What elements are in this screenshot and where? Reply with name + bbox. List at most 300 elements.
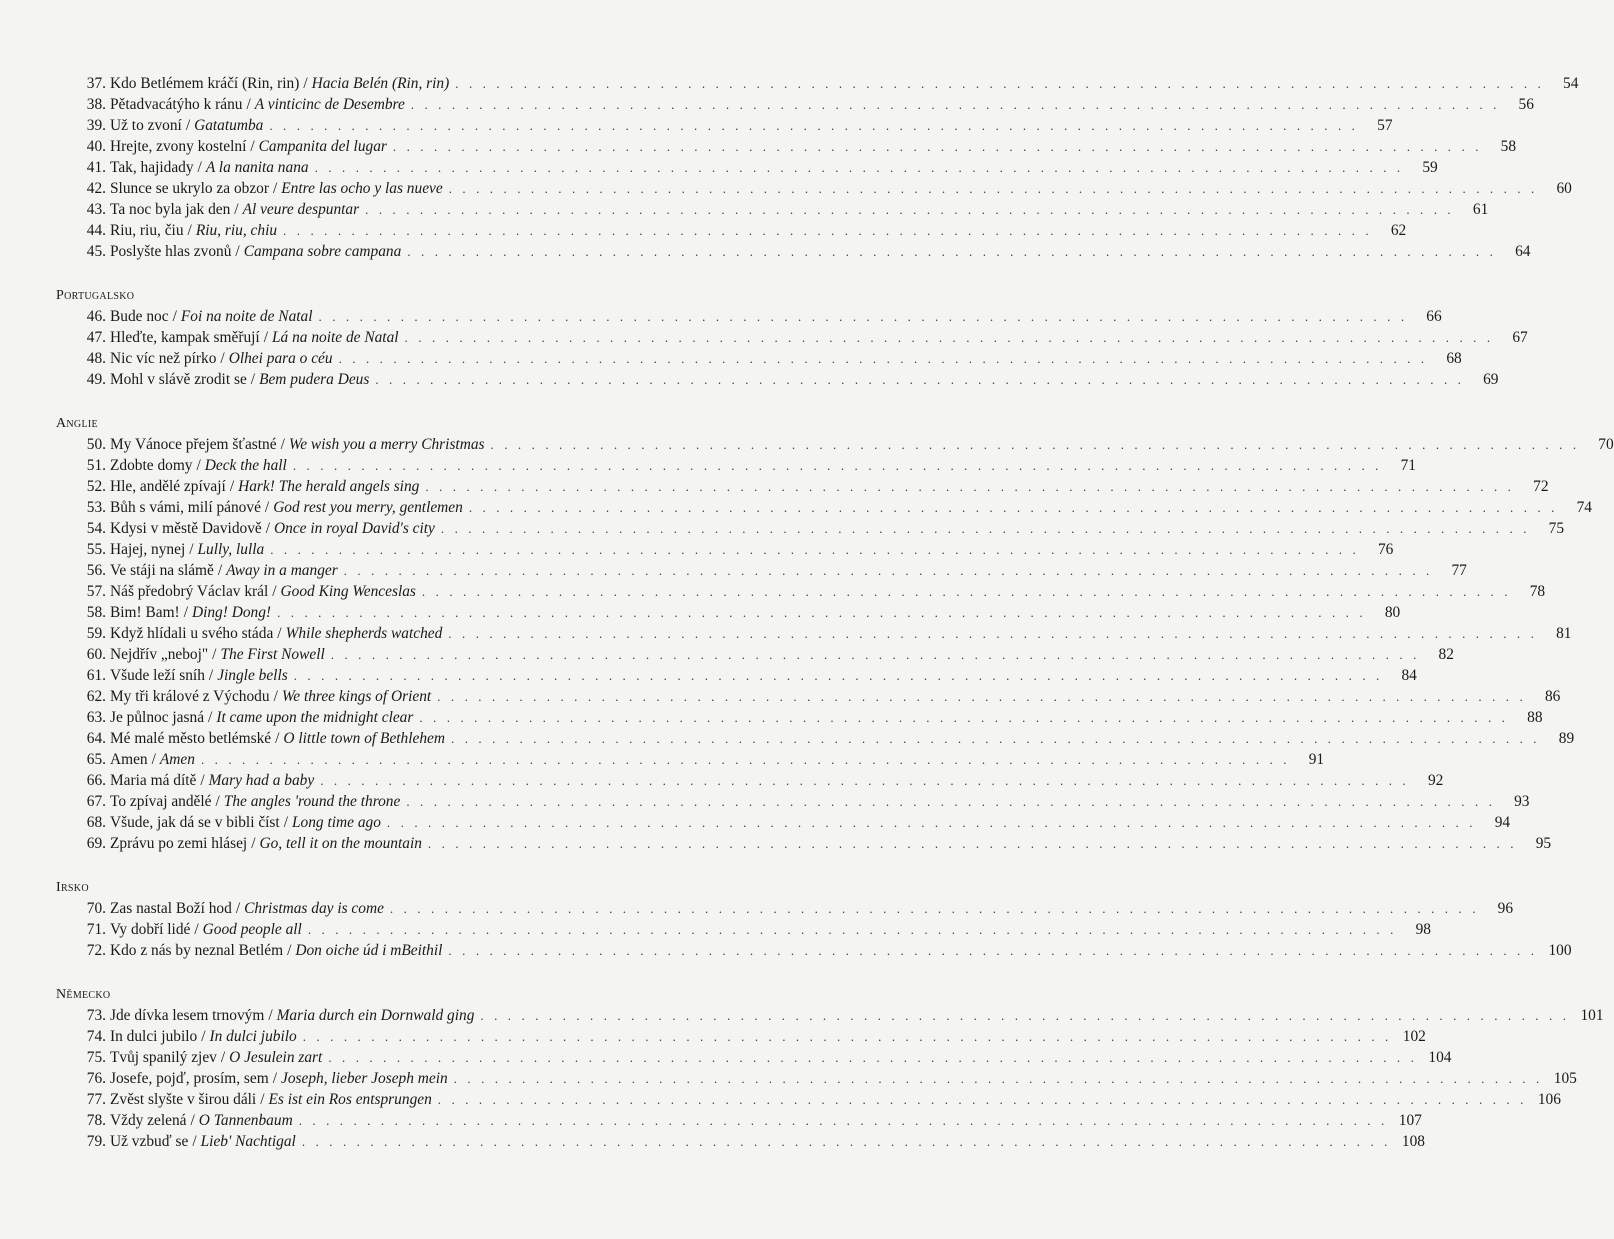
dot-leader: . . . . . . . . . . . . . . . . . . . . . . . . . . . . . . . . . . . . . . . . . . . . . . . . . . . . . . . . . . . . . . . . . . . . . . . . . . . . . . . . [269, 118, 1359, 133]
toc-entry [56, 306, 1442, 327]
page-number: 57 [1377, 117, 1393, 134]
original-title: A la nanita nana [205, 159, 309, 176]
title-separator: / [250, 138, 255, 155]
toc-entry [56, 157, 1438, 178]
toc-entry [56, 539, 1394, 560]
entry-number: 70. [86, 900, 106, 917]
entry-number: 43. [86, 201, 106, 218]
czech-title: Poslyšte hlas zvonů [110, 243, 232, 260]
toc-entry [56, 434, 1614, 455]
entry-number: 39. [86, 117, 106, 134]
page-number: 100 [1548, 942, 1572, 959]
title-separator: / [273, 180, 278, 197]
page-number: 64 [1515, 243, 1531, 260]
entry-number: 44. [86, 222, 106, 239]
original-title: Gatatumba [194, 117, 264, 134]
page-number: 67 [1512, 329, 1528, 346]
title-separator: / [268, 1007, 273, 1024]
czech-title: Nic víc než pírko [110, 350, 217, 367]
dot-leader: . . . . . . . . . . . . . . . . . . . . . . . . . . . . . . . . . . . . . . . . . . . . . . . . . . . . . . . . . . . . . . . . . . . . . . . . . . . . . . . . [407, 244, 1497, 259]
entry-number: 49. [86, 371, 106, 388]
czech-title: Zas nastal Boží hod [110, 900, 232, 917]
dot-leader: . . . . . . . . . . . . . . . . . . . . . . . . . . . . . . . . . . . . . . . . . . . . . . . . . . . . . . . . . . . . . . . . . . . . . . . . . . . . . . . . [392, 139, 1483, 154]
toc-entry [56, 602, 1401, 623]
toc-section [56, 285, 1528, 390]
page-number: 72 [1533, 478, 1549, 495]
entry-number: 58. [86, 604, 106, 621]
entry-number: 78. [86, 1112, 106, 1129]
toc-entry [56, 940, 1572, 961]
czech-title: Zvěst slyšte v širou dáli [110, 1091, 257, 1108]
title-separator: / [251, 835, 256, 852]
entry-number: 59. [86, 625, 106, 642]
entry-number: 75. [86, 1049, 106, 1066]
page-number: 77 [1451, 562, 1467, 579]
page-number: 75 [1548, 520, 1565, 537]
czech-title: Kdysi v městě Davidově [110, 520, 262, 537]
original-title: Ding! Dong! [191, 604, 272, 621]
toc-entry [56, 241, 1531, 262]
czech-title: Jde dívka lesem trnovým [110, 1007, 265, 1024]
title-separator: / [172, 308, 177, 325]
original-title: We wish you a merry Christmas [288, 436, 485, 453]
entry-number: 68. [86, 814, 106, 831]
czech-title: To zpívaj andělé [110, 793, 212, 810]
entry-number: 54. [86, 520, 106, 537]
entry-number: 48. [86, 350, 106, 367]
entry-number: 53. [86, 499, 106, 516]
czech-title: Bůh s vámi, milí pánové [110, 499, 261, 516]
czech-title: Bim! Bam! [110, 604, 180, 621]
dot-leader: . . . . . . . . . . . . . . . . . . . . . . . . . . . . . . . . . . . . . . . . . . . . . . . . . . . . . . . . . . . . . . . . . . . . . . . . . . . . . . . . [427, 836, 1518, 851]
toc-entry [56, 455, 1416, 476]
toc-section [56, 413, 1614, 854]
entry-number: 63. [86, 709, 106, 726]
page-number: 80 [1384, 604, 1401, 621]
title-separator: / [287, 942, 292, 959]
entry-number: 60. [86, 646, 106, 663]
czech-title: Když hlídali u svého stáda [110, 625, 274, 642]
dot-leader: . . . . . . . . . . . . . . . . . . . . . . . . . . . . . . . . . . . . . . . . . . . . . . . . . . . . . . . . . . . . . . . . . . . . . . . . . . . . . . . . [320, 773, 1410, 788]
dot-leader: . . . . . . . . . . . . . . . . . . . . . . . . . . . . . . . . . . . . . . . . . . . . . . . . . . . . . . . . . . . . . . . . . . . . . . . . . . . . . . . . [490, 437, 1580, 452]
czech-title: Slunce se ukrylo za obzor [110, 180, 269, 197]
entry-number: 72. [86, 942, 106, 959]
czech-title: My tři králové z Východu [110, 688, 270, 705]
original-title: Hark! The herald angels sing [238, 478, 420, 495]
original-title: Amen [159, 751, 195, 768]
original-title: The angles 'round the throne [223, 793, 401, 810]
toc-entry [56, 199, 1489, 220]
entry-number: 76. [86, 1070, 106, 1087]
title-separator: / [183, 604, 188, 621]
toc-entry [56, 833, 1552, 854]
toc-entry [56, 73, 1579, 94]
entry-number: 55. [86, 541, 106, 558]
toc-entry [56, 136, 1517, 157]
section-title: Anglie [56, 416, 98, 431]
czech-title: Bude noc [110, 308, 169, 325]
title-separator: / [246, 96, 251, 113]
czech-title: Zprávu po zemi hlásej [110, 835, 248, 852]
dot-leader: . . . . . . . . . . . . . . . . . . . . . . . . . . . . . . . . . . . . . . . . . . . . . . . . . . . . . . . . . . . . . . . . . . . . . . . . . . . . . . . . [292, 458, 1382, 473]
original-title: Bem pudera Deus [259, 371, 370, 388]
entry-number: 71. [86, 921, 106, 938]
czech-title: Amen [110, 751, 148, 768]
toc-entry [56, 749, 1325, 770]
toc-entry [56, 369, 1499, 390]
original-title: Campanita del lugar [258, 138, 387, 155]
entry-number: 41. [86, 159, 106, 176]
title-separator: / [260, 1091, 265, 1108]
toc-section [56, 73, 1579, 262]
title-separator: / [234, 201, 239, 218]
dot-leader: . . . . . . . . . . . . . . . . . . . . . . . . . . . . . . . . . . . . . . . . . . . . . . . . . . . . . . . . . . . . . . . . . . . . . . . . . . . . . . . . [277, 605, 1367, 620]
entry-number: 57. [86, 583, 106, 600]
czech-title: Ve stáji na slámě [110, 562, 214, 579]
original-title: Don oiche úd i mBeithil [295, 942, 443, 959]
page-number: 93 [1514, 793, 1530, 810]
entry-number: 62. [86, 688, 106, 705]
page-number: 69 [1483, 371, 1499, 388]
original-title: Deck the hall [204, 457, 287, 474]
dot-leader: . . . . . . . . . . . . . . . . . . . . . . . . . . . . . . . . . . . . . . . . . . . . . . . . . . . . . . . . . . . . . . . . . . . . . . . . . . . . . . . . [440, 521, 1531, 536]
title-separator: / [200, 772, 205, 789]
toc-entry [56, 919, 1431, 940]
title-separator: / [235, 900, 241, 917]
toc-entry [56, 728, 1575, 749]
toc-entry [56, 898, 1514, 919]
toc-entry [56, 623, 1572, 644]
dot-leader: . . . . . . . . . . . . . . . . . . . . . . . . . . . . . . . . . . . . . . . . . . . . . . . . . . . . . . . . . . . . . . . . . . . . . . . . . . . . . . . . [421, 584, 1512, 599]
czech-title: Všude leží sníh [110, 667, 205, 684]
dot-leader: . . . . . . . . . . . . . . . . . . . . . . . . . . . . . . . . . . . . . . . . . . . . . . . . . . . . . . . . . . . . . . . . . . . . . . . . . . . . . . . . [419, 710, 1509, 725]
table-of-contents [56, 73, 1614, 1152]
page-number: 58 [1500, 138, 1517, 155]
entry-number: 37. [86, 75, 106, 92]
entry-number: 67. [86, 793, 106, 810]
dot-leader: . . . . . . . . . . . . . . . . . . . . . . . . . . . . . . . . . . . . . . . . . . . . . . . . . . . . . . . . . . . . . . . . . . . . . . . . . . . . . . . . [448, 181, 1538, 196]
dot-leader: . . . . . . . . . . . . . . . . . . . . . . . . . . . . . . . . . . . . . . . . . . . . . . . . . . . . . . . . . . . . . . . . . . . . . . . . . . . . . . . . [365, 202, 1455, 217]
dot-leader: . . . . . . . . . . . . . . . . . . . . . . . . . . . . . . . . . . . . . . . . . . . . . . . . . . . . . . . . . . . . . . . . . . . . . . . . . . . . . . . . [406, 794, 1496, 809]
czech-title: Ta noc byla jak den [110, 201, 231, 218]
toc-entry [56, 1068, 1577, 1089]
original-title: Hacia Belén (Rin, rin) [311, 75, 450, 92]
original-title: Al veure despuntar [242, 201, 360, 218]
dot-leader: . . . . . . . . . . . . . . . . . . . . . . . . . . . . . . . . . . . . . . . . . . . . . . . . . . . . . . . . . . . . . . . . . . . . . . . . . . . . . . . . [270, 542, 1360, 557]
page-number: 71 [1400, 457, 1416, 474]
czech-title: Vždy zelená [110, 1112, 187, 1129]
title-separator: / [277, 625, 282, 642]
toc-entry [56, 518, 1565, 539]
page-number: 107 [1398, 1112, 1422, 1129]
page-number: 56 [1518, 96, 1534, 113]
entry-number: 69. [86, 835, 106, 852]
original-title: Good King Wenceslas [280, 583, 416, 600]
page-number: 78 [1529, 583, 1546, 600]
entry-number: 65. [86, 751, 106, 768]
toc-section [56, 984, 1604, 1152]
entry-number: 52. [86, 478, 106, 495]
original-title: The First Nowell [220, 646, 325, 663]
czech-title: Hle, andělé zpívají [110, 478, 226, 495]
original-title: Away in a manger [226, 562, 338, 579]
page-number: 91 [1308, 751, 1325, 768]
czech-title: Už to zvoní [110, 117, 182, 134]
page-number: 102 [1402, 1028, 1426, 1045]
dot-leader: . . . . . . . . . . . . . . . . . . . . . . . . . . . . . . . . . . . . . . . . . . . . . . . . . . . . . . . . . . . . . . . . . . . . . . . . . . . . . . . . [301, 1134, 1391, 1149]
page-number: 94 [1494, 814, 1511, 831]
original-title: Maria durch ein Dornwald ging [276, 1007, 475, 1024]
czech-title: Vy dobří lidé [110, 921, 191, 938]
page-number: 88 [1527, 709, 1543, 726]
title-separator: / [187, 222, 192, 239]
toc-entry [56, 1110, 1422, 1131]
title-separator: / [280, 436, 285, 453]
title-separator: / [197, 159, 202, 176]
dot-leader: . . . . . . . . . . . . . . . . . . . . . . . . . . . . . . . . . . . . . . . . . . . . . . . . . . . . . . . . . . . . . . . . . . . . . . . . . . . . . . . . [343, 563, 1433, 578]
toc-entry [56, 812, 1511, 833]
original-title: A vinticinc de Desembre [254, 96, 405, 113]
title-separator: / [212, 646, 217, 663]
title-separator: / [189, 541, 194, 558]
original-title: Lieb' Nachtigal [200, 1133, 296, 1150]
dot-leader: . . . . . . . . . . . . . . . . . . . . . . . . . . . . . . . . . . . . . . . . . . . . . . . . . . . . . . . . . . . . . . . . . . . . . . . . . . . . . . . . [404, 330, 1494, 345]
entry-number: 47. [86, 329, 106, 346]
czech-title: Riu, riu, čiu [110, 222, 184, 239]
czech-title: Nejdřív „neboj" [110, 646, 209, 663]
page-number: 86 [1544, 688, 1561, 705]
title-separator: / [264, 499, 270, 516]
dot-leader: . . . . . . . . . . . . . . . . . . . . . . . . . . . . . . . . . . . . . . . . . . . . . . . . . . . . . . . . . . . . . . . . . . . . . . . . . . . . . . . . [437, 1092, 1527, 1107]
original-title: Jingle bells [217, 667, 288, 684]
entry-number: 66. [86, 772, 106, 789]
toc-entry [56, 178, 1572, 199]
title-separator: / [273, 688, 278, 705]
original-title: Good people all [202, 921, 302, 938]
page-number: 81 [1556, 625, 1572, 642]
original-title: While shepherds watched [285, 625, 443, 642]
original-title: Lully, lulla [197, 541, 265, 558]
dot-leader: . . . . . . . . . . . . . . . . . . . . . . . . . . . . . . . . . . . . . . . . . . . . . . . . . . . . . . . . . . . . . . . . . . . . . . . . . . . . . . . . [389, 901, 1480, 916]
toc-entry [56, 1026, 1426, 1047]
dot-leader: . . . . . . . . . . . . . . . . . . . . . . . . . . . . . . . . . . . . . . . . . . . . . . . . . . . . . . . . . . . . . . . . . . . . . . . . . . . . . . . . [468, 500, 1558, 515]
czech-title: Mohl v slávě zrodit se [110, 371, 247, 388]
original-title: Mary had a baby [208, 772, 315, 789]
dot-leader: . . . . . . . . . . . . . . . . . . . . . . . . . . . . . . . . . . . . . . . . . . . . . . . . . . . . . . . . . . . . . . . . . . . . . . . . . . . . . . . . [437, 689, 1527, 704]
toc-section [56, 877, 1572, 961]
page-number: 96 [1497, 900, 1514, 917]
entry-number: 77. [86, 1091, 106, 1108]
title-separator: / [283, 814, 288, 831]
page-number: 105 [1553, 1070, 1577, 1087]
entry-number: 56. [86, 562, 106, 579]
czech-title: Kdo z nás by neznal Betlém [110, 942, 284, 959]
toc-entry [56, 476, 1549, 497]
entry-number: 64. [86, 730, 106, 747]
czech-title: Zdobte domy [110, 457, 193, 474]
title-separator: / [275, 730, 280, 747]
czech-title: Tak, hajidady [110, 159, 194, 176]
original-title: Joseph, lieber Joseph mein [281, 1070, 448, 1087]
toc-entry [56, 220, 1407, 241]
title-separator: / [220, 350, 225, 367]
page-number: 98 [1415, 921, 1431, 938]
original-title: It came upon the midnight clear [216, 709, 414, 726]
toc-entry [56, 94, 1534, 115]
section-title: Portugalsko [56, 288, 135, 303]
page-number: 92 [1427, 772, 1444, 789]
page-number: 89 [1558, 730, 1575, 747]
original-title: In dulci jubilo [209, 1028, 297, 1045]
dot-leader: . . . . . . . . . . . . . . . . . . . . . . . . . . . . . . . . . . . . . . . . . . . . . . . . . . . . . . . . . . . . . . . . . . . . . . . . . . . . . . . . [453, 1071, 1543, 1086]
dot-leader: . . . . . . . . . . . . . . . . . . . . . . . . . . . . . . . . . . . . . . . . . . . . . . . . . . . . . . . . . . . . . . . . . . . . . . . . . . . . . . . . [338, 351, 1428, 366]
original-title: Riu, riu, chiu [195, 222, 278, 239]
page-number: 60 [1556, 180, 1572, 197]
dot-leader: . . . . . . . . . . . . . . . . . . . . . . . . . . . . . . . . . . . . . . . . . . . . . . . . . . . . . . . . . . . . . . . . . . . . . . . . . . . . . . . . [448, 943, 1538, 958]
entry-number: 73. [86, 1007, 106, 1024]
czech-title: Hleďte, kampak směřují [110, 329, 260, 346]
dot-leader: . . . . . . . . . . . . . . . . . . . . . . . . . . . . . . . . . . . . . . . . . . . . . . . . . . . . . . . . . . . . . . . . . . . . . . . . . . . . . . . . [375, 372, 1465, 387]
czech-title: Je půlnoc jasná [110, 709, 205, 726]
page-number: 106 [1537, 1091, 1561, 1108]
toc-entry [56, 1089, 1561, 1110]
dot-leader: . . . . . . . . . . . . . . . . . . . . . . . . . . . . . . . . . . . . . . . . . . . . . . . . . . . . . . . . . . . . . . . . . . . . . . . . . . . . . . . . [330, 647, 1420, 662]
page-number: 101 [1580, 1007, 1604, 1024]
original-title: Olhei para o céu [228, 350, 333, 367]
toc-entry [56, 770, 1444, 791]
toc-entry [56, 707, 1543, 728]
title-separator: / [263, 329, 268, 346]
dot-leader: . . . . . . . . . . . . . . . . . . . . . . . . . . . . . . . . . . . . . . . . . . . . . . . . . . . . . . . . . . . . . . . . . . . . . . . . . . . . . . . . [480, 1008, 1570, 1023]
original-title: O little town of Bethlehem [283, 730, 445, 747]
dot-leader: . . . . . . . . . . . . . . . . . . . . . . . . . . . . . . . . . . . . . . . . . . . . . . . . . . . . . . . . . . . . . . . . . . . . . . . . . . . . . . . . [302, 1029, 1392, 1044]
toc-entry [56, 644, 1454, 665]
dot-leader: . . . . . . . . . . . . . . . . . . . . . . . . . . . . . . . . . . . . . . . . . . . . . . . . . . . . . . . . . . . . . . . . . . . . . . . . . . . . . . . . [410, 97, 1500, 112]
dot-leader: . . . . . . . . . . . . . . . . . . . . . . . . . . . . . . . . . . . . . . . . . . . . . . . . . . . . . . . . . . . . . . . . . . . . . . . . . . . . . . . . [314, 160, 1404, 175]
page-number: 62 [1390, 222, 1407, 239]
original-title: Lá na noite de Natal [272, 329, 399, 346]
dot-leader: . . . . . . . . . . . . . . . . . . . . . . . . . . . . . . . . . . . . . . . . . . . . . . . . . . . . . . . . . . . . . . . . . . . . . . . . . . . . . . . . [283, 223, 1373, 238]
dot-leader: . . . . . . . . . . . . . . . . . . . . . . . . . . . . . . . . . . . . . . . . . . . . . . . . . . . . . . . . . . . . . . . . . . . . . . . . . . . . . . . . [293, 668, 1383, 683]
title-separator: / [217, 562, 223, 579]
page-number: 61 [1472, 201, 1489, 218]
original-title: O Tannenbaum [198, 1112, 293, 1129]
page-number: 95 [1535, 835, 1552, 852]
czech-title: In dulci jubilo [110, 1028, 198, 1045]
title-separator: / [201, 1028, 206, 1045]
dot-leader: . . . . . . . . . . . . . . . . . . . . . . . . . . . . . . . . . . . . . . . . . . . . . . . . . . . . . . . . . . . . . . . . . . . . . . . . . . . . . . . . [425, 479, 1515, 494]
czech-title: Tvůj spanilý zjev [110, 1049, 217, 1066]
czech-title: Hajej, nynej [110, 541, 186, 558]
title-separator: / [229, 478, 235, 495]
dot-leader: . . . . . . . . . . . . . . . . . . . . . . . . . . . . . . . . . . . . . . . . . . . . . . . . . . . . . . . . . . . . . . . . . . . . . . . . . . . . . . . . [328, 1050, 1418, 1065]
title-separator: / [220, 1049, 226, 1066]
entry-number: 50. [86, 436, 106, 453]
entry-number: 42. [86, 180, 106, 197]
title-separator: / [185, 117, 191, 134]
entry-number: 45. [86, 243, 106, 260]
toc-entry [56, 1047, 1452, 1068]
original-title: Long time ago [291, 814, 381, 831]
czech-title: Všude, jak dá se v bibli číst [110, 814, 280, 831]
page-number: 54 [1563, 75, 1579, 92]
title-separator: / [151, 751, 156, 768]
toc-entry [56, 560, 1467, 581]
original-title: God rest you merry, gentlemen [273, 499, 463, 516]
title-separator: / [208, 709, 213, 726]
page-number: 59 [1422, 159, 1438, 176]
dot-leader: . . . . . . . . . . . . . . . . . . . . . . . . . . . . . . . . . . . . . . . . . . . . . . . . . . . . . . . . . . . . . . . . . . . . . . . . . . . . . . . . [298, 1113, 1388, 1128]
title-separator: / [190, 1112, 195, 1129]
entry-number: 61. [86, 667, 106, 684]
original-title: Entre las ocho y las nueve [281, 180, 443, 197]
toc-entry [56, 497, 1592, 518]
czech-title: Pětadvacátýho k ránu [110, 96, 243, 113]
original-title: Foi na noite de Natal [180, 308, 313, 325]
title-separator: / [235, 243, 240, 260]
czech-title: My Vánoce přejem šťastné [110, 436, 277, 453]
page-number: 74 [1576, 499, 1592, 516]
toc-entry [56, 1005, 1604, 1026]
title-separator: / [215, 793, 220, 810]
toc-entry [56, 348, 1462, 369]
entry-number: 40. [86, 138, 106, 155]
czech-title: Už vzbuď se [110, 1133, 189, 1150]
dot-leader: . . . . . . . . . . . . . . . . . . . . . . . . . . . . . . . . . . . . . . . . . . . . . . . . . . . . . . . . . . . . . . . . . . . . . . . . . . . . . . . . [200, 752, 1291, 767]
dot-leader: . . . . . . . . . . . . . . . . . . . . . . . . . . . . . . . . . . . . . . . . . . . . . . . . . . . . . . . . . . . . . . . . . . . . . . . . . . . . . . . . [318, 309, 1408, 324]
title-separator: / [208, 667, 214, 684]
czech-title: Josefe, pojď, prosím, sem [110, 1070, 269, 1087]
entry-number: 38. [86, 96, 106, 113]
entry-number: 79. [86, 1133, 106, 1150]
czech-title: Mé malé město betlémské [110, 730, 272, 747]
toc-entry [56, 115, 1393, 136]
original-title: Go, tell it on the mountain [259, 835, 422, 852]
dot-leader: . . . . . . . . . . . . . . . . . . . . . . . . . . . . . . . . . . . . . . . . . . . . . . . . . . . . . . . . . . . . . . . . . . . . . . . . . . . . . . . . [455, 76, 1545, 91]
czech-title: Kdo Betlémem kráčí (Rin, rin) [110, 75, 300, 92]
original-title: Christmas day is come [244, 900, 384, 917]
original-title: O Jesulein zart [229, 1049, 323, 1066]
czech-title: Náš předobrý Václav král [110, 583, 269, 600]
page-number: 66 [1426, 308, 1442, 325]
original-title: We three kings of Orient [281, 688, 432, 705]
title-separator: / [272, 1070, 277, 1087]
original-title: Once in royal David's city [274, 520, 435, 537]
dot-leader: . . . . . . . . . . . . . . . . . . . . . . . . . . . . . . . . . . . . . . . . . . . . . . . . . . . . . . . . . . . . . . . . . . . . . . . . . . . . . . . . [448, 626, 1538, 641]
original-title: Campana sobre campana [243, 243, 402, 260]
dot-leader: . . . . . . . . . . . . . . . . . . . . . . . . . . . . . . . . . . . . . . . . . . . . . . . . . . . . . . . . . . . . . . . . . . . . . . . . . . . . . . . . [451, 731, 1541, 746]
dot-leader: . . . . . . . . . . . . . . . . . . . . . . . . . . . . . . . . . . . . . . . . . . . . . . . . . . . . . . . . . . . . . . . . . . . . . . . . . . . . . . . . [386, 815, 1477, 830]
title-separator: / [303, 75, 308, 92]
toc-entry [56, 665, 1417, 686]
page-number: 70 [1598, 436, 1614, 453]
page-number: 82 [1438, 646, 1454, 663]
czech-title: Hrejte, zvony kostelní [110, 138, 247, 155]
original-title: Es ist ein Ros entsprungen [268, 1091, 432, 1108]
toc-entry [56, 581, 1546, 602]
title-separator: / [265, 520, 271, 537]
title-separator: / [250, 371, 256, 388]
title-separator: / [194, 921, 199, 938]
toc-entry [56, 1131, 1425, 1152]
page-number: 68 [1446, 350, 1462, 367]
page-number: 84 [1401, 667, 1417, 684]
entry-number: 51. [86, 457, 106, 474]
title-separator: / [196, 457, 201, 474]
section-title: Německo [56, 987, 111, 1002]
toc-entry [56, 686, 1561, 707]
entry-number: 74. [86, 1028, 106, 1045]
